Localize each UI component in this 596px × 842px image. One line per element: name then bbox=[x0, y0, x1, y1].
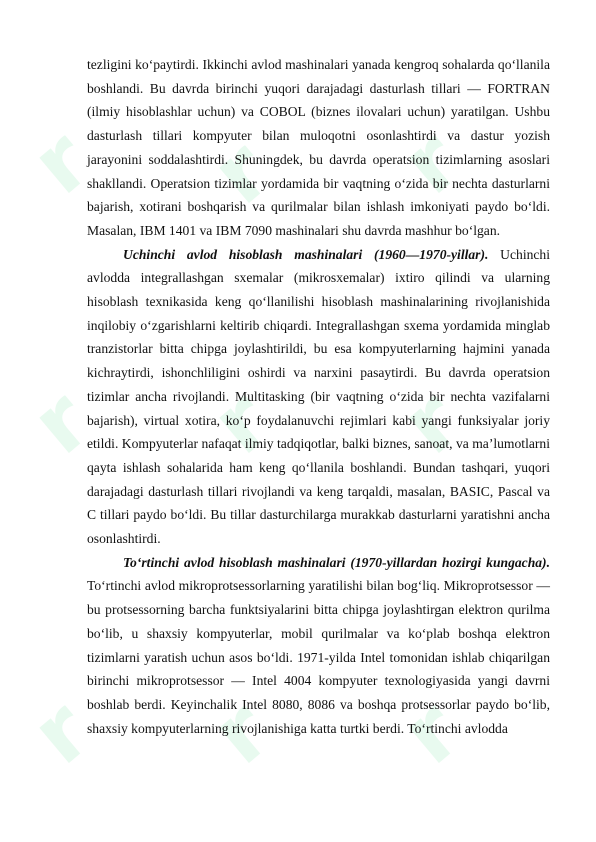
section-heading: Uchinchi avlod hisoblash mashinalari (1960—1970-yillar). bbox=[123, 246, 489, 262]
paragraph-text: To‘rtinchi avlod mikroprotsessorlarning yaratilishi bilan bog‘liq. Mikroprotsessor — bu protsessorning barcha funktsiyalarini bitta chipga joylashtirgan elektron qurilma bo‘lib, u shaxsiy kompyuterlar, mobil qurilmalar va ko‘plab boshqa elektron tizimlarni yaratish uchun asos bo‘ldi. 1971-yilda Intel tomonidan ishlab chiqarilgan birinchi mikroprotsessor — Intel 4004 kompyuter texnologiyasida yangi davrni boshlab berdi. Keyinchalik Intel 8080, 8086 va boshqa protsessorlar paydo bo‘lib, shaxsiy kompyuterlarning rivojlanishiga katta turtki berdi. To‘rtinchi avlodda bbox=[87, 578, 550, 736]
section-heading: To‘rtinchi avlod hisoblash mashinalari (1970-yillardan hozirgi kungacha). bbox=[123, 554, 550, 570]
paragraph-text: Uchinchi avlodda integrallashgan sxemalar (mikrosxemalar) ixtiro qilindi va ularning hisoblash texnikasida keng qo‘llanilishi hisoblash mashinalarining rivojlanishida inqilobiy o‘zgarishlarni keltirib chiqardi. Integrallashgan sxema yordamida minglab tranzistorlar bitta chipga joylashtirildi, bu esa kompyuterlarning hajmini yanada kichraytirdi, ishonchliligini oshirdi va narxini pasaytirdi. Bu davrda operatsion tizimlar ancha rivojlandi. Multitasking (bir vaqtning o‘zida bir nechta vazifalarni bajarish), virtual xotira, ko‘p foydalanuvchi rejimlari kabi yangi funksiyalar joriy etildi. Kompyuterlar nafaqat ilmiy tadqiqotlar, balki biznes, sanoat, va ma’lumotlarni qayta ishlash sohalarida ham keng qo‘llanila boshlandi. Bundan tashqari, yuqori darajadagi dasturlash tillari rivojlandi va keng tarqaldi, masalan, BASIC, Pascal va C tillari paydo bo‘ldi. Bu tillar dasturchilarga murakkab dasturlarni yaratishni ancha osonlashtirdi. bbox=[87, 246, 550, 547]
watermark-logo: r bbox=[193, 121, 289, 223]
document-page bbox=[87, 53, 550, 740]
paragraph-third-generation bbox=[87, 243, 550, 551]
paragraph-text: tezligini ko‘paytirdi. Ikkinchi avlod mashinalari yanada kengroq sohalarda qo‘llanila boshlandi. Bu davrda birinchi yuqori darajadagi dasturlash tillari — FORTRAN (ilmiy hisoblashlar uchun) va COBOL (biznes ilovalari uchun) yaratilgan. Ushbu dasturlash tillari kompyuter bilan muloqotni osonlashtirdi va dastur yozish jarayonini soddalashtirdi. Shuningdek, bu davrda operatsion tizimlarning asoslari shakllandi. Operatsion tizimlar yordamida bir vaqtning o‘zida bir nechta dasturlarni bajarish, xotirani boshqarish va qurilmalar bilan ishlash imkoniyati paydo bo‘ldi. Masalan, IBM 1401 va IBM 7090 mashinalari shu davrda mashhur bo‘lgan. bbox=[87, 57, 550, 238]
paragraph-fourth-generation bbox=[87, 551, 550, 741]
watermark-logo: r bbox=[13, 111, 109, 213]
paragraph-second-generation bbox=[87, 53, 550, 243]
watermark-logo: r bbox=[383, 371, 479, 473]
watermark-logo: r bbox=[383, 111, 479, 213]
watermark-logo: r bbox=[383, 681, 479, 783]
watermark-logo: r bbox=[13, 371, 109, 473]
watermark-logo: r bbox=[13, 681, 109, 783]
watermark-logo: r bbox=[193, 371, 289, 473]
watermark-logo: r bbox=[193, 681, 289, 783]
